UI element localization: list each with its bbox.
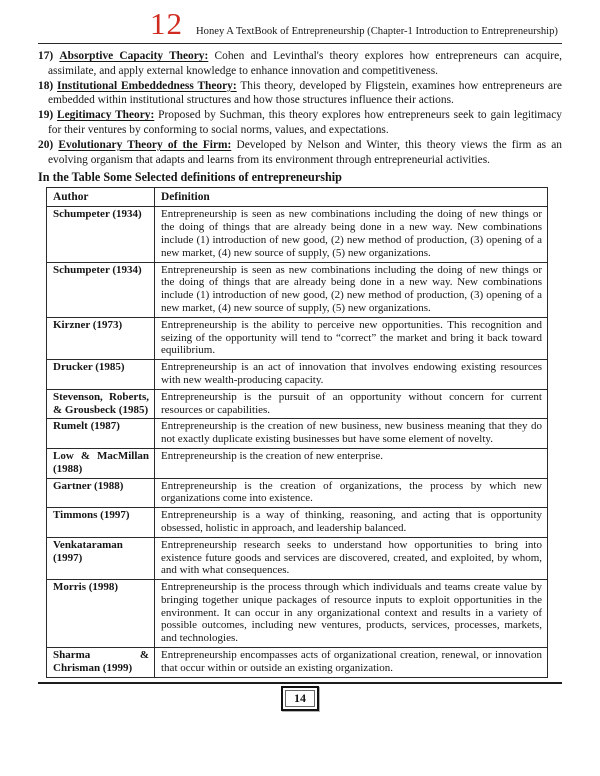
table-row bbox=[47, 360, 548, 390]
theory-list-item bbox=[38, 138, 562, 168]
definition-cell: Entrepreneurship is the ability to perceive new opportunities. This recognition and seizing of the opportunity will tend to “correct” the market and bring it back toward equilibrium. bbox=[155, 317, 548, 359]
page-header bbox=[150, 8, 562, 42]
definition-cell: Entrepreneurship is the process through which individuals and teams create value by bringing together unique packages of resource inputs to exploit opportunities in the environment. It can occur in any organizational context and results in a variety of possible outcomes, including new ventures, products, services, processes, markets, and technologies. bbox=[155, 580, 548, 648]
page-footer bbox=[38, 682, 562, 711]
table-row bbox=[47, 508, 548, 538]
theory-description: Proposed by Suchman, this theory explores how entrepreneurs seek to gain legitimacy for their ventures by conforming to social norms, values, and expectations. bbox=[48, 109, 562, 136]
table-header-row bbox=[47, 188, 548, 207]
table-row bbox=[47, 580, 548, 648]
table-row bbox=[47, 207, 548, 262]
theory-description: Cohen and Levinthal's theory explores how entrepreneurs can acquire, assimilate, and apply external knowledge to enhance innovation and competitiveness. bbox=[48, 50, 562, 77]
author-cell: Stevenson, Roberts, & Grousbeck (1985) bbox=[47, 389, 155, 419]
author-cell: Gartner (1988) bbox=[47, 478, 155, 508]
author-cell: Kirzner (1973) bbox=[47, 317, 155, 359]
table-row bbox=[47, 389, 548, 419]
author-cell: Schumpeter (1934) bbox=[47, 262, 155, 317]
definition-cell: Entrepreneurship is an act of innovation that involves endowing existing resources with new wealth-producing capacity. bbox=[155, 360, 548, 390]
table-row bbox=[47, 262, 548, 317]
column-header-author: Author bbox=[47, 188, 155, 207]
chapter-page-number: 12 bbox=[150, 6, 183, 41]
author-cell: Low & MacMillan (1988) bbox=[47, 448, 155, 478]
table-row bbox=[47, 537, 548, 579]
table-row bbox=[47, 648, 548, 678]
column-header-definition: Definition bbox=[155, 188, 548, 207]
theory-description: This theory, developed by Fligstein, examines how entrepreneurs are embedded within institutional structures and how those structures influence their actions. bbox=[48, 79, 562, 107]
definition-cell: Entrepreneurship is seen as new combinations including the doing of new things or the doing of things that are already being done in a new way. New combinations include (1) introduction of new good, (2) new method of production, (3) opening of a new market, (4) new source of supply, (5) new organizations. bbox=[155, 262, 548, 317]
author-cell: Schumpeter (1934) bbox=[47, 207, 155, 262]
header-rule bbox=[38, 43, 562, 44]
theory-term: Evolutionary Theory of the Firm: bbox=[58, 138, 232, 151]
page-number-box bbox=[281, 686, 319, 711]
table-heading: In the Table Some Selected definitions of entrepreneurship bbox=[38, 170, 342, 185]
theory-description: Developed by Nelson and Winter, this theory views the firm as an evolving organism that adapts and learns from its environment through entrepreneurial activities. bbox=[48, 138, 562, 166]
definition-cell: Entrepreneurship is the pursuit of an opportunity without concern for current resources or capabilities. bbox=[155, 389, 548, 419]
table-row bbox=[47, 419, 548, 449]
definition-cell: Entrepreneurship is seen as new combinations including the doing of new things or the doing of things that are already being done in a new way. New combinations include (1) introduction of new good, (2) new method of production, (3) opening of a new market, (4) new source of supply, (5) new organizations. bbox=[155, 207, 548, 262]
theory-number: 18) bbox=[38, 79, 54, 92]
theory-term: Institutional Embeddedness Theory: bbox=[57, 79, 237, 92]
theory-list-item bbox=[38, 108, 562, 138]
definition-cell: Entrepreneurship is the creation of new enterprise. bbox=[155, 448, 548, 478]
author-cell: Drucker (1985) bbox=[47, 360, 155, 390]
theory-term: Legitimacy Theory: bbox=[57, 109, 155, 122]
theory-term: Absorptive Capacity Theory: bbox=[59, 50, 209, 62]
definition-cell: Entrepreneurship is a way of thinking, reasoning, and acting that is opportunity obsessed, holistic in approach, and leadership balanced. bbox=[155, 508, 548, 538]
author-cell: Sharma & Chrisman (1999) bbox=[47, 648, 155, 678]
definition-cell: Entrepreneurship encompasses acts of organizational creation, renewal, or innovation that occur within or outside an existing organization. bbox=[155, 648, 548, 678]
definition-cell: Entrepreneurship is the creation of new business, new business meaning that they do not exactly duplicate existing businesses but have some element of novelty. bbox=[155, 419, 548, 449]
table-row bbox=[47, 448, 548, 478]
theory-list-item bbox=[38, 79, 562, 109]
running-header-title: Honey A TextBook of Entrepreneurship (Chapter-1 Introduction to Entrepreneurship) bbox=[196, 26, 558, 37]
theory-number: 20) bbox=[38, 138, 54, 151]
theory-list bbox=[38, 49, 562, 167]
footer-rule bbox=[38, 682, 562, 684]
page-number: 14 bbox=[285, 690, 315, 707]
table-row bbox=[47, 317, 548, 359]
definitions-table bbox=[46, 187, 548, 677]
theory-number: 19) bbox=[38, 109, 54, 122]
author-cell: Venkataraman (1997) bbox=[47, 537, 155, 579]
author-cell: Morris (1998) bbox=[47, 580, 155, 648]
author-cell: Timmons (1997) bbox=[47, 508, 155, 538]
theory-number: 17) bbox=[38, 50, 54, 62]
definition-cell: Entrepreneurship is the creation of organizations, the process by which new organizations come into existence. bbox=[155, 478, 548, 508]
table-row bbox=[47, 478, 548, 508]
author-cell: Rumelt (1987) bbox=[47, 419, 155, 449]
definition-cell: Entrepreneurship research seeks to understand how opportunities to bring into existence future goods and services are discovered, created, and exploited, by whom, and with what consequences. bbox=[155, 537, 548, 579]
theory-list-item bbox=[38, 49, 562, 79]
